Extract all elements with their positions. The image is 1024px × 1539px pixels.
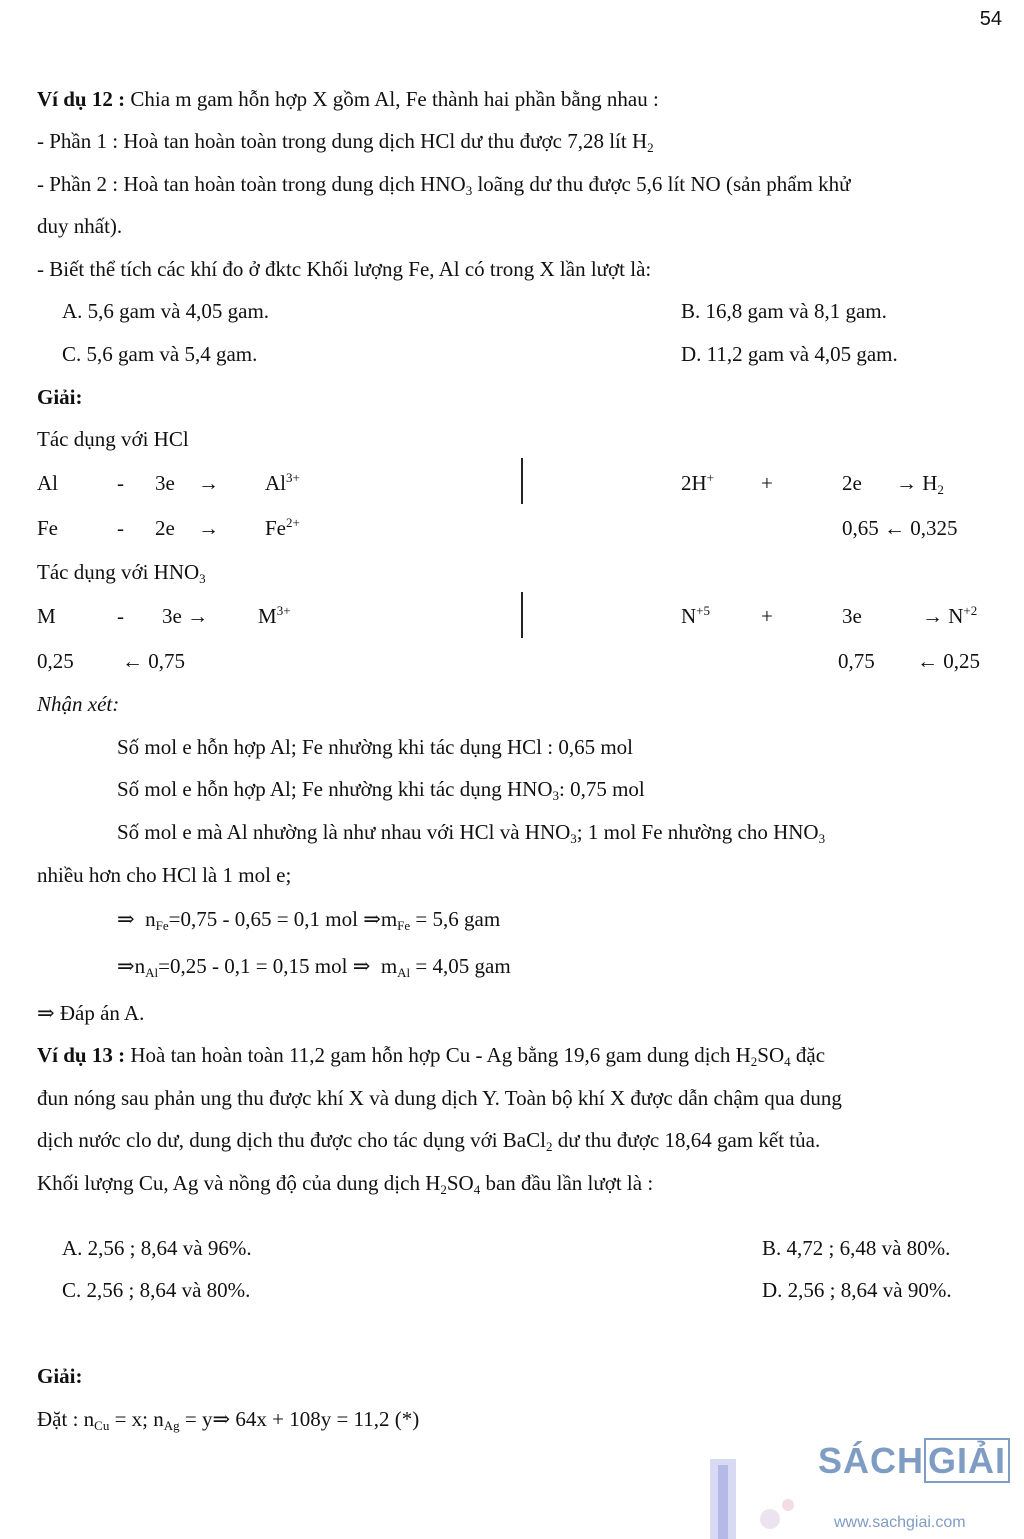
- watermark-url: www.sachgiai.com: [834, 1514, 966, 1531]
- option-a: A. 5,6 gam và 4,05 gam.: [62, 299, 270, 323]
- column-divider: [521, 458, 523, 504]
- remark-line-4: nhiều hơn cho HCl là 1 mol e;: [37, 863, 292, 887]
- solution-13-line-1: Đặt : $n_{Cu} = x$; $n_{Ag}$ = y⇒ 64x + 108y = 11,2 (*): [37, 1407, 420, 1433]
- option-d: D. 11,2 gam và 4,05 gam.: [681, 342, 898, 366]
- option-b: B. 4,72 ; 6,48 và 80%.: [762, 1236, 951, 1260]
- eq-al: Al: [37, 471, 58, 495]
- example-12-part2-cont: duy nhất).: [37, 214, 123, 238]
- eq-plus: +: [761, 471, 773, 495]
- eq-h-ion: 2H+: [681, 470, 715, 495]
- eq-mol-m: 0,25: [37, 649, 74, 673]
- calc-al: $\Rightarrow n_{Al}=0,25 - 0,1 = 0,15$ mol ⇒ $m_{Al} = 4,05$ gam: [117, 954, 511, 980]
- eq-electrons: 3e: [155, 471, 175, 495]
- solution-heading: Giải:: [37, 1364, 83, 1388]
- example-12-part2: - Phần 2 : Hoà tan hoàn toàn trong dung dịch $HNO_3$ loãng dư thu được 5,6 lít NO (sản phẩm khử: [37, 172, 851, 198]
- eq-al-ion: $Al^{3+}$: [265, 470, 300, 495]
- remark-line-3: Số mol e mà Al nhường là như nhau với HCl và $HNO_3$; 1 mol Fe nhường cho $HNO_3$: [117, 820, 826, 846]
- eq-plus: +: [761, 604, 773, 628]
- eq-minus: -: [117, 516, 124, 540]
- option-b: B. 16,8 gam và 8,1 gam.: [681, 299, 887, 323]
- watermark-decoration: [690, 1455, 800, 1539]
- example-12-part1: - Phần 1 : Hoà tan hoàn toàn trong dung dịch HCl dư thu được 7,28 lít $H_2$: [37, 129, 654, 155]
- answer-line: ⇒ Đáp án A.: [37, 1001, 145, 1025]
- example-13-line-4: Khối lượng Cu, Ag và nồng độ của dung dịch $H_2SO_4$ ban đầu lần lượt là :: [37, 1171, 654, 1197]
- option-c: C. 5,6 gam và 5,4 gam.: [62, 342, 258, 366]
- eq-n-product: → $N^{+2}$: [922, 603, 978, 628]
- example-12-note: - Biết thể tích các khí đo ở đktc Khối lượng Fe, Al có trong X lần lượt là:: [37, 257, 652, 281]
- eq-fe: Fe: [37, 516, 58, 540]
- remark-label: Nhận xét:: [37, 692, 120, 716]
- page-number: 54: [979, 8, 1002, 30]
- eq-n-ion: $N^{+5}$: [681, 603, 711, 628]
- example-13-line-2: đun nóng sau phản ung thu được khí X và dung dịch Y. Toàn bộ khí X được dẫn chậm qua dung: [37, 1086, 842, 1110]
- eq-mol-e: ← 0,75: [122, 649, 185, 673]
- solution-heading: Giải:: [37, 385, 83, 409]
- option-c: C. 2,56 ; 8,64 và 80%.: [62, 1278, 251, 1302]
- eq-m: M: [37, 604, 56, 628]
- eq-arrow: →: [198, 471, 219, 495]
- example-13-line-1: Ví dụ 13 : Hoà tan hoàn toàn 11,2 gam hỗn hợp Cu - Ag bằng 19,6 gam dung dịch $H_2SO_4$ đặc: [37, 1043, 826, 1069]
- example-13-line-3: dịch nước clo dư, dung dịch thu được cho tác dụng với BaCl$_2$ dư thu được 18,64 gam kết tủa.: [37, 1128, 821, 1154]
- eq-mol-n: ← 0,25: [917, 649, 980, 673]
- eq-electrons: 2e: [842, 471, 862, 495]
- watermark-logo: SÁCH GIẢI: [818, 1440, 1010, 1482]
- remark-line-1: Số mol e hỗn hợp Al; Fe nhường khi tác dụng HCl : 0,65 mol: [117, 735, 634, 759]
- eq-mol-e2: 0,75: [838, 649, 875, 673]
- eq-arrow: →: [198, 516, 219, 540]
- hno3-section-title: Tác dụng với $HNO_3$: [37, 560, 206, 586]
- eq-fe-ion: $Fe^{2+}$: [265, 515, 300, 540]
- eq-electrons: 3e: [842, 604, 862, 628]
- calc-fe: ⇒ $n_{Fe}=0,75 - 0,65 = 0,1$ mol $\Rightarrow m_{Fe} = 5,6$ gam: [117, 907, 501, 933]
- option-a: A. 2,56 ; 8,64 và 96%.: [62, 1236, 252, 1260]
- hcl-section-title: Tác dụng với HCl: [37, 427, 189, 451]
- eq-mol-values: 0,65 ← 0,325: [842, 516, 958, 540]
- eq-minus: -: [117, 604, 124, 628]
- eq-electrons: 2e: [155, 516, 175, 540]
- eq-h2: → $H_2$: [896, 471, 944, 497]
- eq-m-ion: $M^{3+}$: [258, 603, 291, 628]
- example-12-stem: Ví dụ 12 : Chia m gam hỗn hợp X gồm Al, Fe thành hai phần bằng nhau :: [37, 87, 659, 111]
- remark-line-2: Số mol e hỗn hợp Al; Fe nhường khi tác dụng $HNO_3$: 0,75 mol: [117, 777, 645, 803]
- option-d: D. 2,56 ; 8,64 và 90%.: [762, 1278, 952, 1302]
- eq-minus: -: [117, 471, 124, 495]
- eq-electrons: 3e →: [162, 604, 209, 628]
- column-divider: [521, 592, 523, 638]
